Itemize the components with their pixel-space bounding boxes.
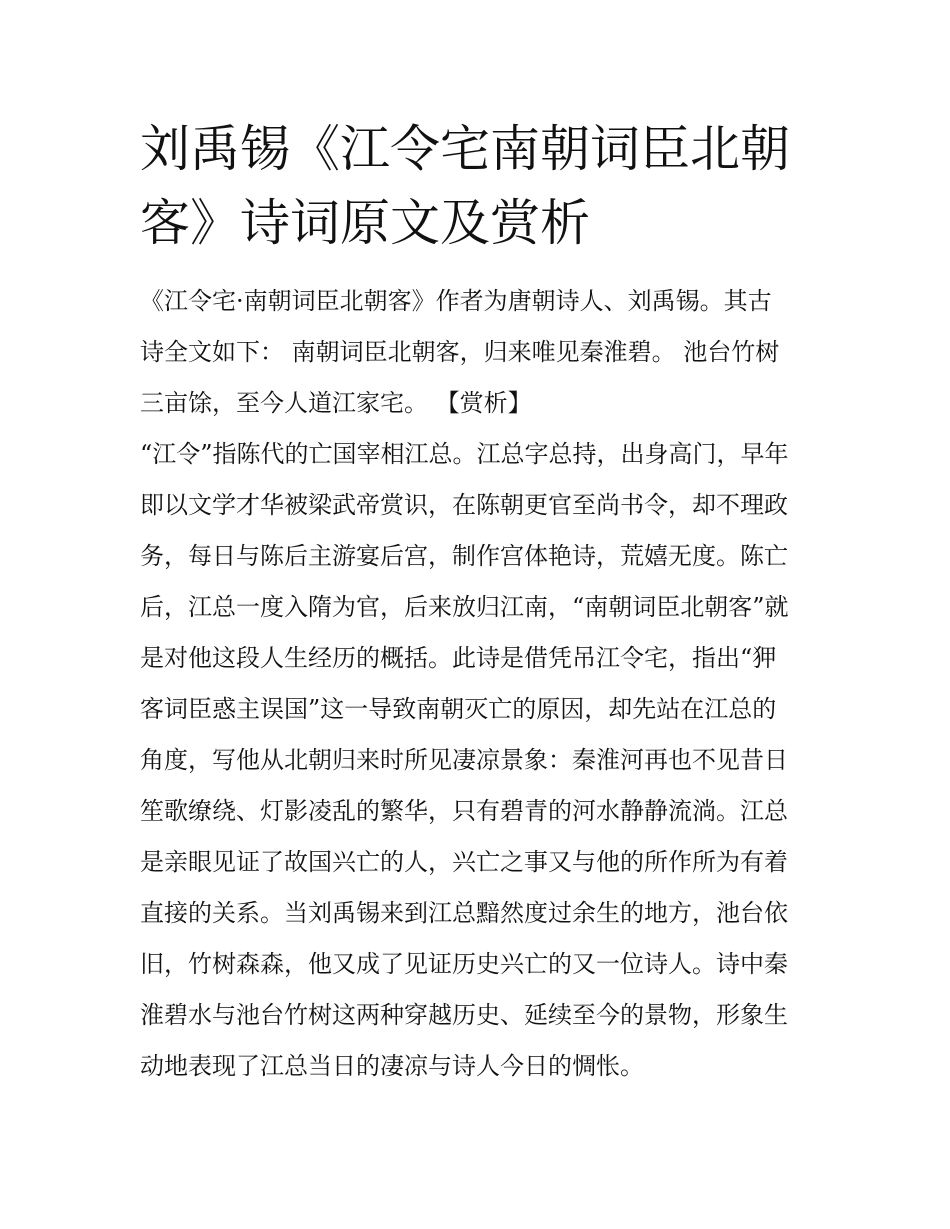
body-line: 是对他这段人生经历的概括。此诗是借凭吊江令宅，指出“狎 bbox=[140, 644, 777, 672]
body-line: 淮碧水与池台竹树这两种穿越历史、延续至今的景物，形象生 bbox=[140, 1001, 788, 1029]
document-body bbox=[140, 276, 820, 1092]
body-line: 直接的关系。当刘禹锡来到江总黯然度过余生的地方，池台依 bbox=[140, 899, 788, 927]
body-line: “江令”指陈代的亡国宰相江总。江总字总持，出身高门，早年 bbox=[140, 440, 789, 468]
body-line: 后，江总一度入隋为官，后来放归江南，“南朝词臣北朝客”就 bbox=[140, 593, 789, 621]
title-line-2: 客》诗词原文及赏析 bbox=[140, 194, 590, 252]
document-title bbox=[140, 112, 820, 260]
body-line: 《江令宅·南朝词臣北朝客》作者为唐朝诗人、刘禹锡。其古 bbox=[140, 287, 772, 315]
body-line: 三亩馀，至今人道江家宅。 【赏析】 bbox=[140, 389, 532, 417]
body-line: 诗全文如下： 南朝词臣北朝客，归来唯见秦淮碧。 池台竹树 bbox=[140, 338, 780, 366]
body-line: 即以文学才华被梁武帝赏识，在陈朝更官至尚书令，却不理政 bbox=[140, 491, 788, 519]
title-line-1: 刘禹锡《江令宅南朝词臣北朝 bbox=[140, 120, 790, 178]
body-line: 客词臣惑主误国”这一导致南朝灭亡的原因，却先站在江总的 bbox=[140, 695, 777, 723]
body-line: 务，每日与陈后主游宴后宫，制作宫体艳诗，荒嬉无度。陈亡 bbox=[140, 542, 788, 570]
body-line: 旧，竹树森森，他又成了见证历史兴亡的又一位诗人。诗中秦 bbox=[140, 950, 788, 978]
body-line: 是亲眼见证了故国兴亡的人，兴亡之事又与他的所作所为有着 bbox=[140, 848, 788, 876]
body-line: 动地表现了江总当日的凄凉与诗人今日的惆怅。 bbox=[140, 1052, 644, 1080]
body-line: 角度，写他从北朝归来时所见凄凉景象：秦淮河再也不见昔日 bbox=[140, 746, 788, 774]
body-line: 笙歌缭绕、灯影凌乱的繁华，只有碧青的河水静静流淌。江总 bbox=[140, 797, 788, 825]
